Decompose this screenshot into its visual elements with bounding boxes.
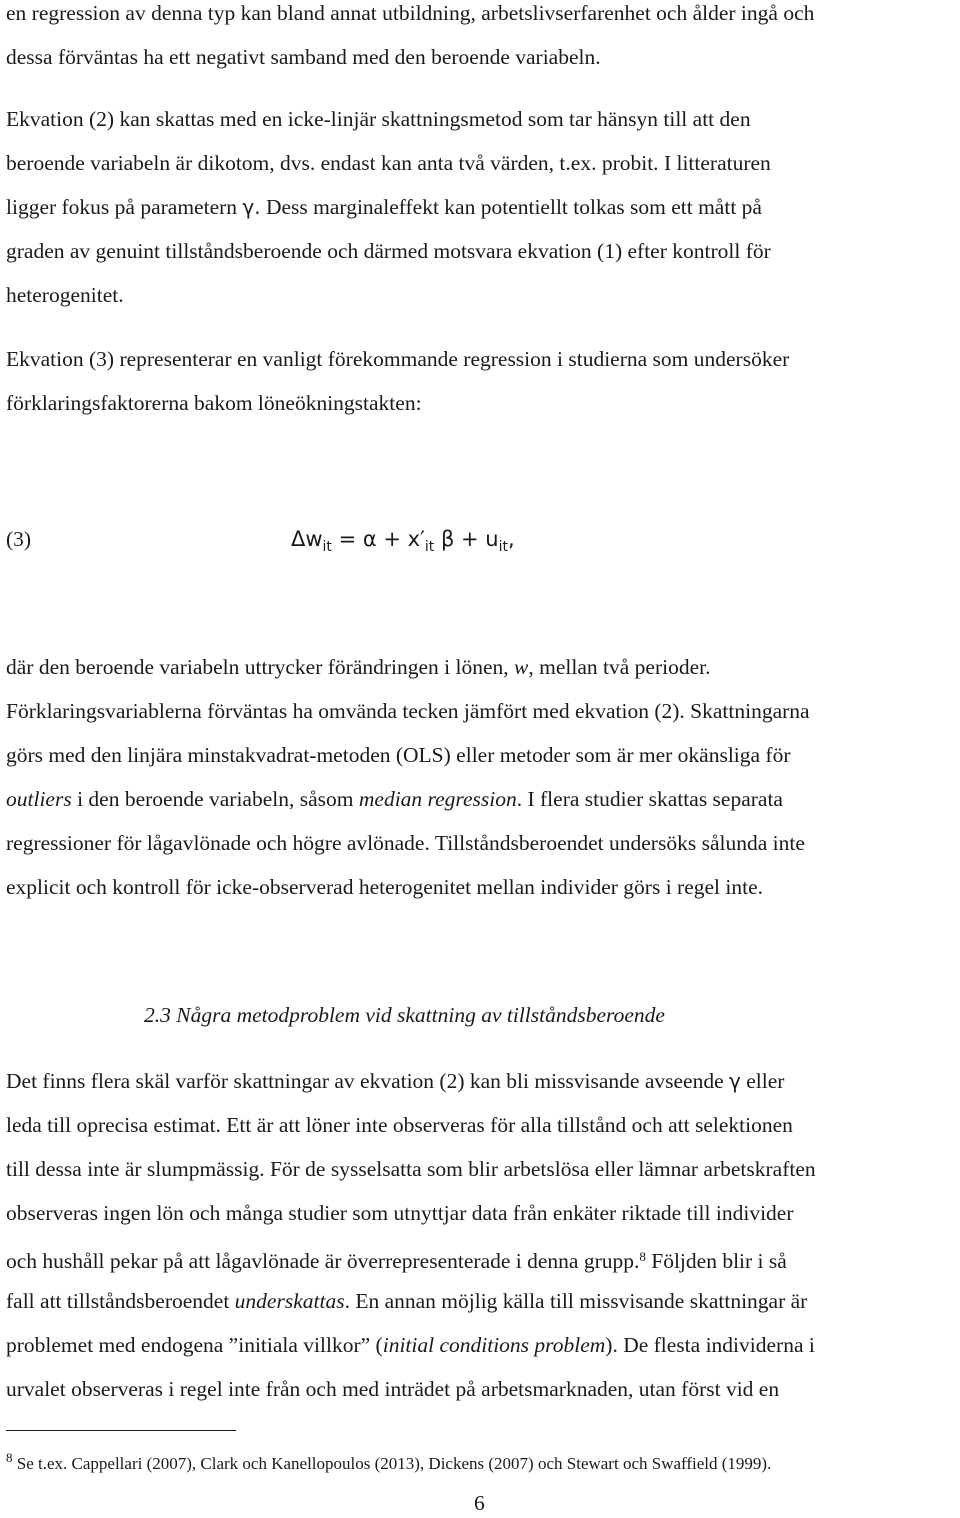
text-line (6, 1286, 807, 1316)
text-line: Ekvation (2) kan skattas med en icke-linjär skattningsmetod som tar hänsyn till att den (6, 107, 751, 131)
text-span: och hushåll pekar på att lågavlönade är överrepresenterade i denna grupp. (6, 1249, 640, 1273)
text-line: graden av genuint tillståndsberoende och därmed motsvara ekvation (1) efter kontroll för (6, 239, 771, 263)
section-heading: 2.3 Några metodproblem vid skattning av tillståndsberoende (144, 1003, 665, 1027)
text-line (6, 148, 771, 178)
text-span: Det finns flera skäl varför skattningar av ekvation (2) kan bli missvisande avseende (6, 1069, 730, 1093)
equation-part: , (508, 527, 515, 551)
equation-part: = α + x′ (331, 527, 425, 551)
equation (291, 524, 515, 562)
equation-subscript: it (498, 539, 508, 555)
equation-part: Δw (291, 527, 323, 551)
italic-text: initial conditions problem (382, 1333, 606, 1357)
footnote (6, 1446, 771, 1476)
text-line: urvalet observeras i regel inte från och med inträdet på arbetsmarknaden, utan först vid en (6, 1377, 780, 1401)
text-span: , mellan två perioder. (528, 655, 711, 679)
text-line: Ekvation (3) representerar en vanligt förekommande regression i studierna som undersöker (6, 347, 790, 371)
text-span: . En annan möjlig källa till missvisande skattningar är (344, 1289, 808, 1313)
text-line (6, 696, 810, 726)
equation-part: β + u (434, 527, 499, 551)
text-line: heterogenitet. (6, 283, 124, 307)
footnote-text: Se t.ex. Cappellari (2007), Clark och Kanellopoulos (2013), Dickens (2007) och Stewart och Swaffield (1999). (12, 1454, 772, 1473)
equation-subscript: it (424, 539, 435, 555)
text-span: där den beroende variabeln uttrycker förändringen i lönen, (6, 655, 515, 679)
text-span: Dess marginaleffekt kan potentiellt tolkas som ett mått på (260, 195, 762, 219)
text-span: ). De flesta individerna i (605, 1333, 815, 1357)
italic-text: w (514, 655, 529, 679)
text-span: fall att tillståndsberoendet (6, 1289, 235, 1313)
text-line: till dessa inte är slumpmässig. För de sysselsatta som blir arbetslösa eller lämnar arbetskraften (6, 1157, 816, 1181)
text-line (6, 784, 783, 814)
text-line (6, 1066, 784, 1096)
text-line (6, 652, 710, 682)
text-span: Förklaringsvariablerna förväntas ha omvända tecken jämfört med ekvation (2). (6, 699, 685, 723)
text-line: observeras ingen lön och många studier som utnyttjar data från enkäter riktade till individer (6, 1201, 794, 1225)
italic-text: outliers (6, 787, 72, 811)
italic-text: underskattas (234, 1289, 345, 1313)
gamma-symbol: γ. (242, 195, 261, 219)
text-line: explicit och kontroll för icke-observerad heterogenitet mellan individer görs i regel inte. (6, 875, 764, 899)
text-line (6, 1242, 787, 1276)
text-span: beroende variabeln är dikotom, dvs. endast kan anta två värden, t.ex. probit. (6, 151, 659, 175)
text-line: dessa förväntas ha ett negativt samband med den beroende variabeln. (6, 45, 601, 69)
text-span: Skattningarna (684, 699, 810, 723)
text-span: eller (740, 1069, 785, 1093)
page-number: 6 (474, 1491, 485, 1515)
text-line: regressioner för lågavlönade och högre avlönade. Tillståndsberoendet undersöks sålunda inte (6, 831, 805, 855)
italic-text: median regression (358, 787, 517, 811)
text-span: . I flera studier skattas separata (516, 787, 783, 811)
equation-subscript: it (322, 539, 332, 555)
footnote-separator (6, 1430, 236, 1431)
text-line (6, 192, 762, 222)
text-span: Följden blir i så (645, 1249, 787, 1273)
text-span: ligger fokus på parametern (6, 195, 243, 219)
text-line (6, 1330, 815, 1360)
text-span: I litteraturen (658, 151, 771, 175)
text-span: problemet med endogena ”initiala villkor” ( (6, 1333, 383, 1357)
text-span: i den beroende variabeln, såsom (71, 787, 359, 811)
text-line: görs med den linjära minstakvadrat-metoden (OLS) eller metoder som är mer okänsliga för (6, 743, 791, 767)
equation-number: (3) (6, 527, 32, 551)
footnote-marker: 8 (6, 1450, 13, 1465)
text-line: leda till oprecisa estimat. Ett är att löner inte observeras för alla tillstånd och att selektionen (6, 1113, 793, 1137)
footnote-reference[interactable]: 8 (639, 1249, 646, 1264)
text-line: en regression av denna typ kan bland annat utbildning, arbetslivserfarenhet och ålder ingå och (6, 1, 815, 25)
text-line: förklaringsfaktorerna bakom löneökningstakten: (6, 391, 422, 415)
gamma-symbol: γ (729, 1069, 741, 1093)
